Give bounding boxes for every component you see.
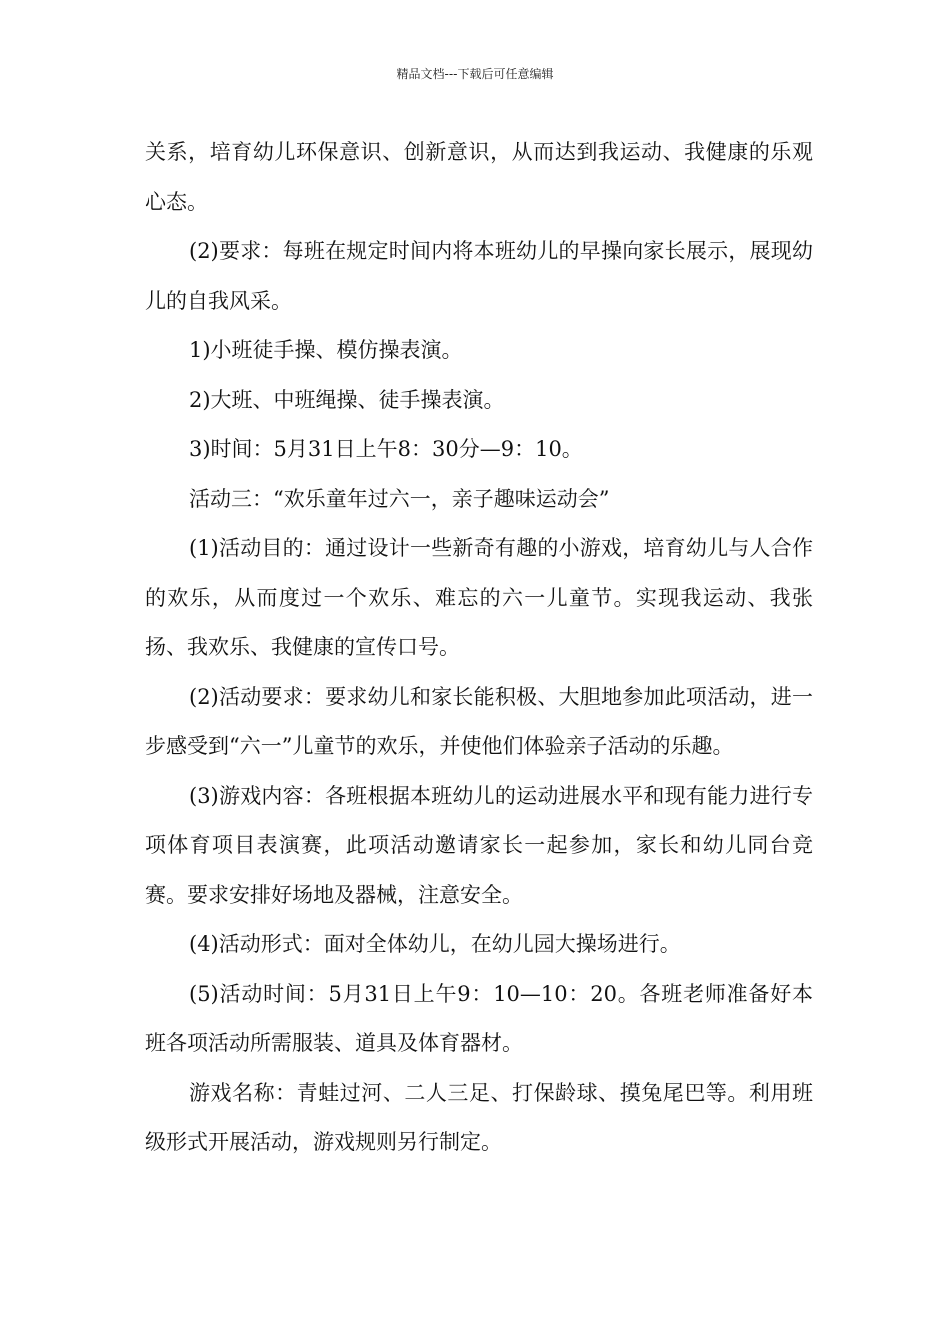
paragraph-continuation: 关系，培育幼儿环保意识、创新意识，从而达到我运动、我健康的乐观心态。 <box>145 140 813 214</box>
paragraph-small-class: 1)小班徒手操、模仿操表演。 <box>189 338 463 362</box>
paragraph-activity-form: (4)活动形式：面对全体幼儿，在幼儿园大操场进行。 <box>189 932 681 956</box>
document-body <box>145 128 813 1168</box>
paragraph-game-content: (3)游戏内容：各班根据本班幼儿的运动进展水平和现有能力进行专项体育项目表演赛，此项活动邀请家长一起参加，家长和幼儿同台竞赛。要求安排好场地及器械，注意安全。 <box>145 783 813 907</box>
paragraph-requirement: (2)要求：每班在规定时间内将本班幼儿的早操向家长展示，展现幼儿的自我风采。 <box>145 239 813 313</box>
paragraph-big-middle-class: 2)大班、中班绳操、徒手操表演。 <box>189 387 505 412</box>
paragraph-activity-three-title: 活动三：“欢乐童年过六一，亲子趣味运动会” <box>189 486 610 511</box>
paragraph-activity-time: (5)活动时间：5月31日上午9：10—10：20。各班老师准备好本班各项活动所需服装、道具及体育器材。 <box>145 981 813 1055</box>
page-header: 精品文档---下载后可任意编辑 <box>396 67 554 81</box>
paragraph-game-names: 游戏名称：青蛙过河、二人三足、打保龄球、摸兔尾巴等。利用班级形式开展活动，游戏规则另行制定。 <box>145 1080 813 1154</box>
paragraph-activity-requirement: (2)活动要求：要求幼儿和家长能积极、大胆地参加此项活动，进一步感受到“六一”儿童节的欢乐，并使他们体验亲子活动的乐趣。 <box>145 684 813 758</box>
paragraph-time: 3)时间：5月31日上午8：30分—9：10。 <box>189 437 583 461</box>
paragraph-activity-purpose: (1)活动目的：通过设计一些新奇有趣的小游戏，培育幼儿与人合作的欢乐，从而度过一个欢乐、难忘的六一儿童节。实现我运动、我张扬、我欢乐、我健康的宣传口号。 <box>145 536 813 659</box>
